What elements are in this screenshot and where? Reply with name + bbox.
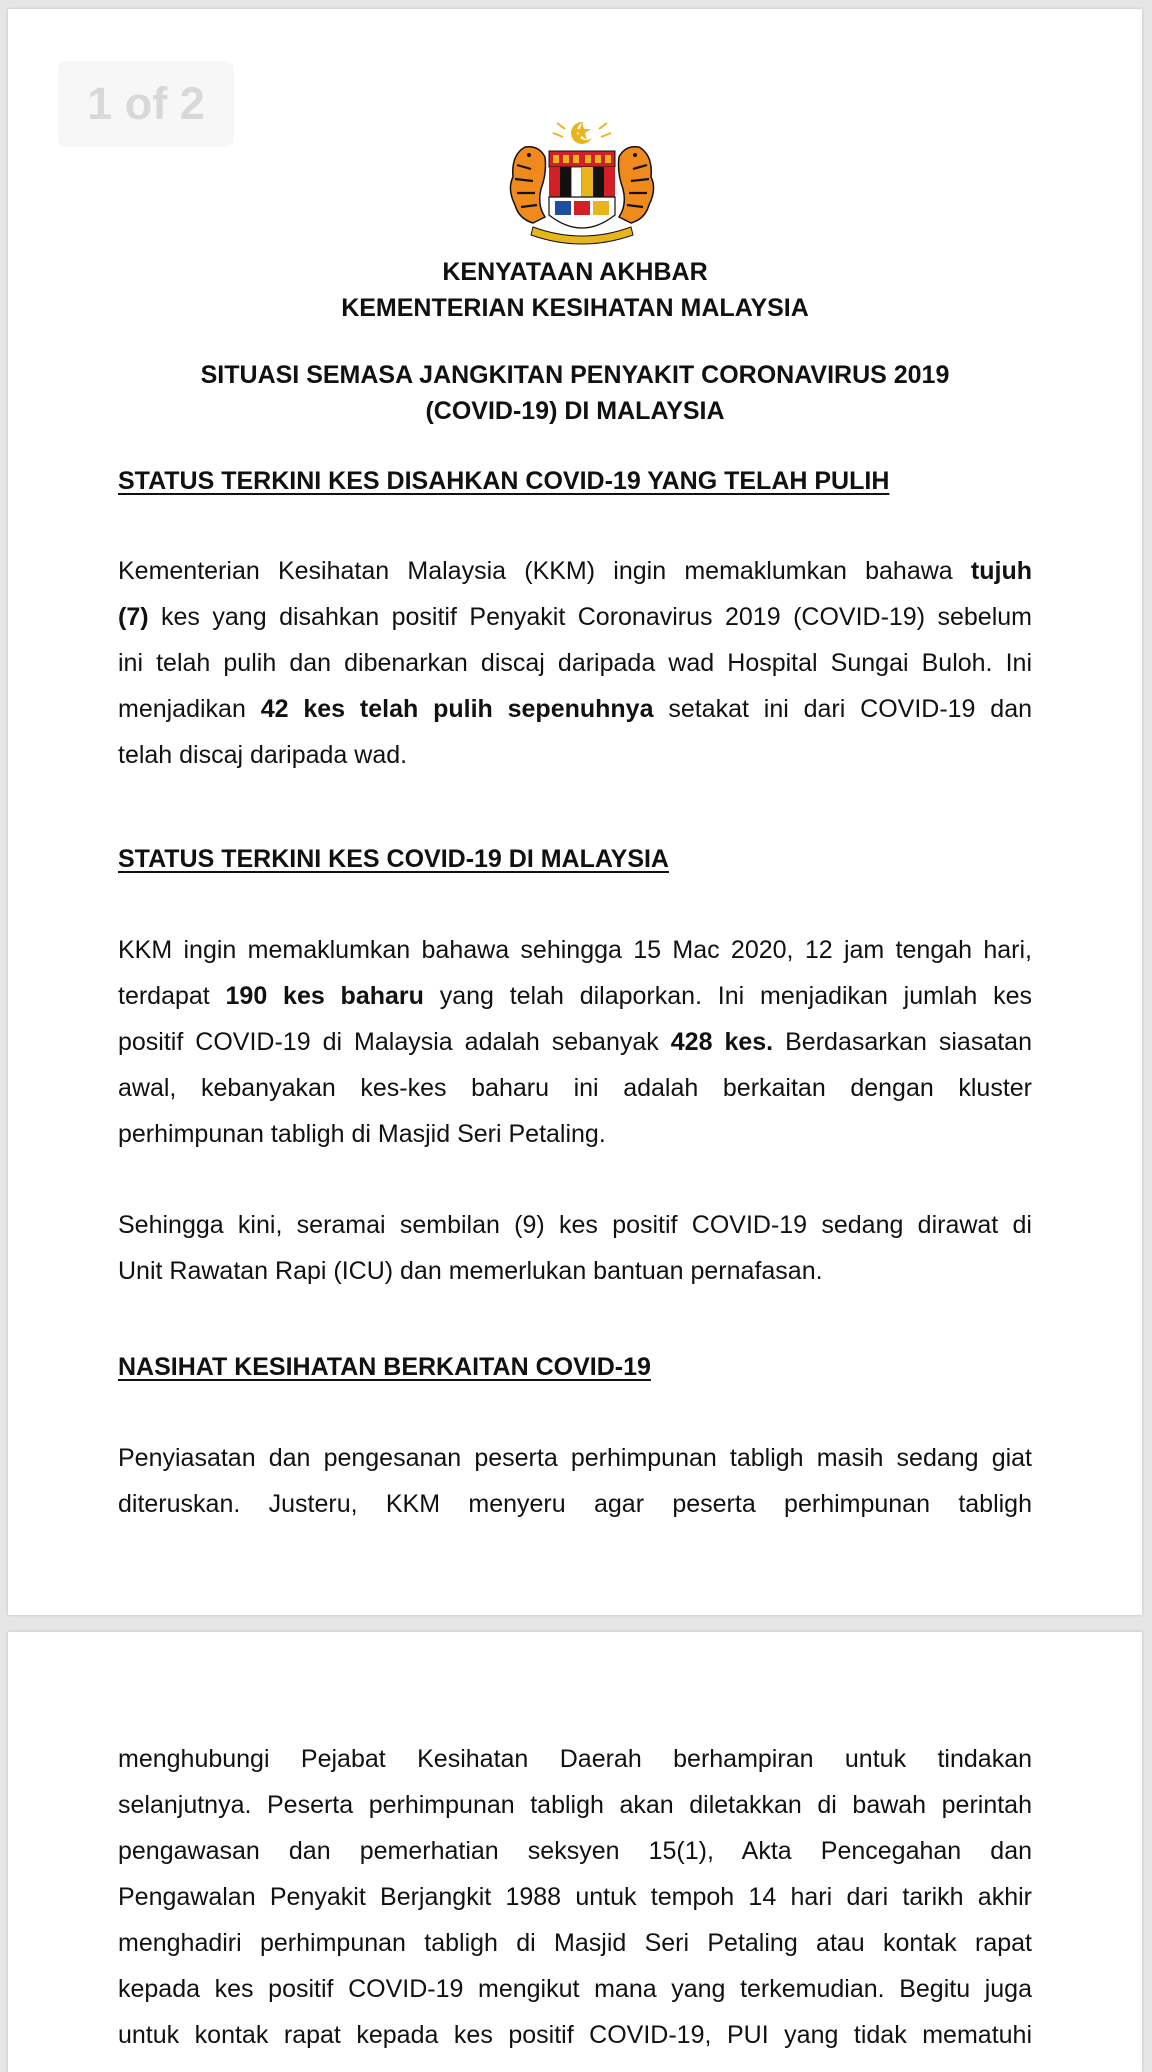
page-indicator: 1 of 2 bbox=[58, 61, 234, 147]
text-run: terdapat bbox=[118, 982, 226, 1010]
text-line: Pengawalan Penyakit Berjangkit 1988 untuk tempoh 14 hari dari tarikh akhir bbox=[118, 1883, 1032, 1911]
text-line: perhimpunan tabligh di Masjid Seri Petaling. bbox=[118, 1120, 606, 1148]
document-page-2 bbox=[8, 1632, 1142, 2072]
paragraph-continued bbox=[118, 1736, 1032, 2058]
text-line: awal, kebanyakan kes-kes baharu ini adalah berkaitan dengan kluster bbox=[118, 1074, 1032, 1102]
text-run: Berdasarkan siasatan bbox=[773, 1028, 1032, 1056]
title-line-1: SITUASI SEMASA JANGKITAN PENYAKIT CORONAVIRUS 2019 bbox=[200, 361, 950, 389]
text-run: menjadikan bbox=[118, 695, 261, 723]
text-run: positif COVID-19 di Malaysia adalah sebanyak bbox=[118, 1028, 671, 1056]
emphasis-text: (7) bbox=[118, 603, 149, 631]
text-line: selanjutnya. Peserta perhimpunan tabligh akan diletakkan di bawah perintah bbox=[118, 1791, 1032, 1819]
section-heading-health-advice: NASIHAT KESIHATAN BERKAITAN COVID-19 bbox=[118, 1353, 651, 1381]
text-line: menghubungi Pejabat Kesihatan Daerah berhampiran untuk tindakan bbox=[118, 1745, 1032, 1773]
emphasis-text: 190 kes baharu bbox=[225, 982, 424, 1010]
section-heading-current-status: STATUS TERKINI KES COVID-19 DI MALAYSIA bbox=[118, 845, 669, 873]
text-run: kes yang disahkan positif Penyakit Coronavirus 2019 (COVID-19) sebelum bbox=[148, 603, 1032, 631]
paragraph-new-cases bbox=[118, 927, 1032, 1157]
text-line: kepada kes positif COVID-19 mengikut mana yang terkemudian. Begitu juga bbox=[118, 1975, 1032, 2003]
heading-line-press-statement: KENYATAAN AKHBAR bbox=[442, 258, 708, 286]
text-line: menghadiri perhimpunan tabligh di Masjid Seri Petaling atau kontak rapat bbox=[118, 1929, 1032, 1957]
press-statement-heading bbox=[8, 254, 1142, 326]
text-line: telah discaj daripada wad. bbox=[118, 741, 408, 769]
paragraph-icu-cases bbox=[118, 1202, 1032, 1294]
text-line: Unit Rawatan Rapi (ICU) dan memerlukan bantuan pernafasan. bbox=[118, 1257, 823, 1285]
paragraph-recovered-cases bbox=[118, 548, 1032, 778]
text-line: untuk kontak rapat kepada kes positif COVID-19, PUI yang tidak mematuhi bbox=[118, 2021, 1032, 2049]
text-line: ini telah pulih dan dibenarkan discaj daripada wad Hospital Sungai Buloh. Ini bbox=[118, 649, 1032, 677]
malaysia-coat-of-arms-icon bbox=[493, 119, 671, 251]
text-line: Sehingga kini, seramai sembilan (9) kes positif COVID-19 sedang dirawat di bbox=[118, 1211, 1032, 1239]
text-run: setakat ini dari COVID-19 dan bbox=[653, 695, 1032, 723]
emphasis-text: 428 kes. bbox=[670, 1028, 774, 1056]
text-line: diteruskan. Justeru, KKM menyeru agar peserta perhimpunan tabligh bbox=[118, 1490, 1032, 1518]
heading-line-ministry: KEMENTERIAN KESIHATAN MALAYSIA bbox=[341, 294, 809, 322]
section-heading-recovered: STATUS TERKINI KES DISAHKAN COVID-19 YANG TELAH PULIH bbox=[118, 467, 890, 495]
paragraph-health-advice bbox=[118, 1435, 1032, 1527]
document-title bbox=[8, 357, 1142, 429]
document-page-1 bbox=[8, 9, 1142, 1615]
text-run: Kementerian Kesihatan Malaysia (KKM) ingin memaklumkan bahawa bbox=[118, 557, 971, 585]
text-line: pengawasan dan pemerhatian seksyen 15(1), Akta Pencegahan dan bbox=[118, 1837, 1032, 1865]
text-line: KKM ingin memaklumkan bahawa sehingga 15 Mac 2020, 12 jam tengah hari, bbox=[118, 936, 1032, 964]
text-run: yang telah dilaporkan. Ini menjadikan jumlah kes bbox=[423, 982, 1033, 1010]
emphasis-text: 42 kes telah pulih sepenuhnya bbox=[260, 695, 654, 723]
emphasis-text: tujuh bbox=[970, 557, 1032, 585]
title-line-2: (COVID-19) DI MALAYSIA bbox=[425, 397, 725, 425]
text-line: Penyiasatan dan pengesanan peserta perhimpunan tabligh masih sedang giat bbox=[118, 1444, 1032, 1472]
